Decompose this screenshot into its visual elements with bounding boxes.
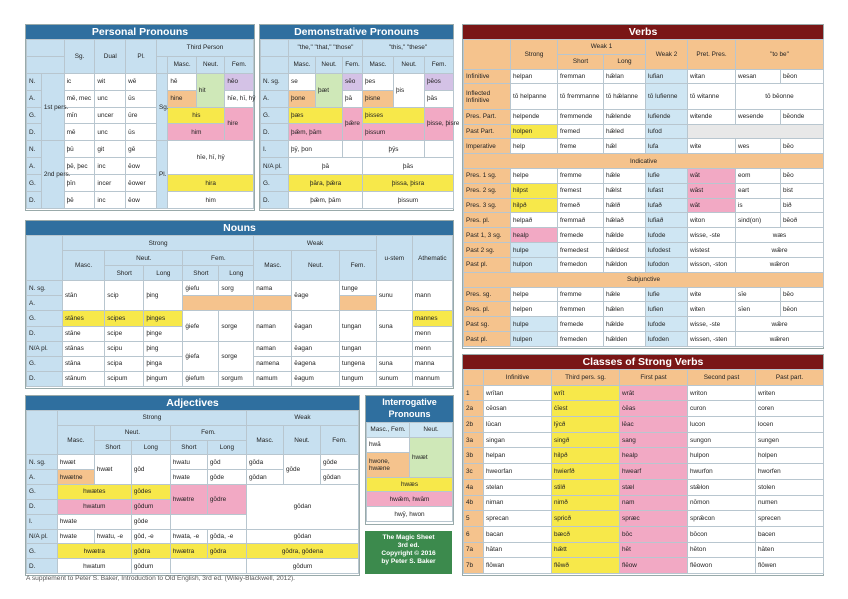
adjectives-title: Adjectives [26,396,359,410]
nouns-table: Strong Weak u-stem Athematic Masc. Neut. Fem. Masc. Neut. Fem. Short Long Short Long N. sg. stān scip þing ġiefu sorg nama ēage tunge sunu mann A. G. stānes scipes þinges ġiefe sorge naman ēagan tungan suna mannes D. stāne scipe þinge menn N/A pl. stānas scipu þing ġiefa sorge naman ēagan tungan menn G. stāna scipa þinga namena ēagena tungena suna manna D. stānum scipum þingum ġiefum sorgum namum ēagum tungum sunum mannum [26,235,453,387]
table-row: 4b niman nimð nam nōmon numen [464,495,824,511]
table-row: 2b lūcan lȳcð lēac lucon locen [464,417,824,433]
verbs-panel [462,24,824,349]
table-row: 3b helpan hilpð healp hulpon holpen [464,448,824,464]
personal-pronouns-title: Personal Pronouns [26,25,254,39]
interrogative-title: Interrogative Pronouns [366,396,453,422]
adjectives-panel [25,395,360,576]
table-row: 2a cēosan ċīest ċēas curon coren [464,401,824,417]
footer-note: A supplement to Peter S. Baker, Introduction to Old English, 3rd ed. (Wiley-Blackwell, 2012). [26,575,296,582]
demonstrative-pronouns-title: Demonstrative Pronouns [260,25,453,39]
demonstrative-table: "the," "that," "those" "this," "these" Masc. Neut. Fem. Masc. Neut. Fem. N. sg. se þæt sēo þes þis þēos A. þone þā þisne þās G. þæs þǣre þisses þisse, þisre D. þǣm, þām þissum I. þȳ, þon þȳs N/A pl. þā þās G. þāra, þǣra þissa, þisra D. þǣm, þām þissum [260,39,454,209]
table-row: 3c hweorfan hwierfð hwearf hwurfon hworfen [464,464,824,480]
interrogative-panel [365,395,454,525]
table-row: 6 bacan bæcð bōc bōcon bacen [464,526,824,542]
magic-sheet-badge: The Magic Sheet 3rd ed. Copyright © 2016 by Peter S. Baker [365,531,452,574]
nouns-title: Nouns [26,221,453,235]
table-row: 7a hātan hǣtt hēt hēton hāten [464,542,824,558]
table-row: 5 sprecan spricð spræc sprǣcon sprecen [464,511,824,527]
strong-verb-classes-title: Classes of Strong Verbs [463,355,823,369]
table-row: 1 wrītan wrīt wrāt writon writen [464,385,824,401]
personal-pronouns-panel [25,24,255,211]
demonstrative-pronouns-panel [259,24,460,211]
table-row: 4a stelan stilð stæl stǣlon stolen [464,479,824,495]
strong-verb-classes-panel [462,354,824,576]
personal-pronouns-table: Sg. Dual Pl. Third Person Masc. Neut. Fem. N. 1st pers. ic wit wē Sg. hē hit hēo A. mē, mec unc ūs hine hīe, hī, hȳ G. mīn uncer ūre his hire D. mē unc ūs him N. 2nd pers. þū git gē Pl. hīe, hī, hȳ A. þē, þec inc ēow G. þīn incer ēower hira D. þē inc ēow him [26,39,254,209]
strong-verb-classes-table: Infinitive Third pers. sg. First past Second past Past part. 1 wrītan wrīt wrāt writon writen 2a cēosan ċīest ċēas curon coren 2b lūcan lȳcð lēac lucon locen 3a singan singð sang sungon sungen 3b helpan hilpð healp hulpon holpen 3c hweorfan hwierfð hwearf hwurfon hworfen 4a stelan stilð stæl stǣlon stolen 4b niman nimð nam nōmon numen 5 sprecan spricð spræc sprǣcon sprecen 6 bacan bæcð bōc bōcon bacen 7a hātan hǣtt hēt hēton hāten 7b flōwan flēwð flēow flēowon flōwen [463,369,824,574]
table-row: 3a singan singð sang sungon sungen [464,432,824,448]
verbs-table: Strong Weak 1 Weak 2 Pret. Pres. "to be" Short Long Infinitive helpan fremman hǣlan lufian witan wesan bēon Inflected Infinitive tō helpanne tō fremmanne tō hǣlanne tō lufienne tō witanne tō bēonne Pres. Part. helpende fremmende hǣlende lufiende witende wesende bēonde Past Part. holpen fremed hǣled lufod Imperative help freme hǣl lufa wite wes bēo Indicative Pres. 1 sg. helpe fremme hǣle lufie wāt eom bēo Pres. 2 sg. hilpst fremest hǣlst lufast wāst eart bist Pres. 3 sg. hilpð fremeð hǣlð lufað wāt is bið Pres. pl. helpað fremmað hǣlað lufiað witon sind(on) bēoð Past 1, 3 sg. healp fremede hǣlde lufode wisse, -ste wæs Past 2 sg. hulpe fremedest hǣldest lufodest wistest wǣre Past pl. hulpon fremedon hǣldon lufodon wisson, -ston wǣron Subjunctive Pres. sg. helpe fremme hǣle lufie wite sīe bēo Pres. pl. helpen fremmen hǣlen lufien witen sīen bēon Past sg. hulpe fremede hǣlde lufode wisse, -ste wǣre Past pl. hulpen fremeden hǣlden lufoden wissen, -sten wǣren [463,39,824,347]
table-row: 7b flōwan flēwð flēow flēowon flōwen [464,558,824,574]
nouns-panel [25,220,454,389]
interrogative-table: Masc., Fem. Neut. hwā hwæt hwone, hwæne hwæs hwǣm, hwām hwȳ, hwon [366,422,453,522]
verbs-title: Verbs [463,25,823,39]
adjectives-table: Strong Weak Masc. Neut. Fem. Masc. Neut. Fem. Short Long Short Long N. sg. hwæt hwæt gōd hwatu gōd gōda gōde gōde A. hwætne hwate gōde gōdan gōdan G. hwætes gōdes hwætre gōdre gōdan D. hwatum gōdum I. hwate gōde N/A pl. hwate hwatu, -e gōd, -e hwata, -e gōda, -e gōdan G. hwætra gōdra hwætra gōdra gōdra, gōdena D. hwatum gōdum gōdum [26,410,359,574]
